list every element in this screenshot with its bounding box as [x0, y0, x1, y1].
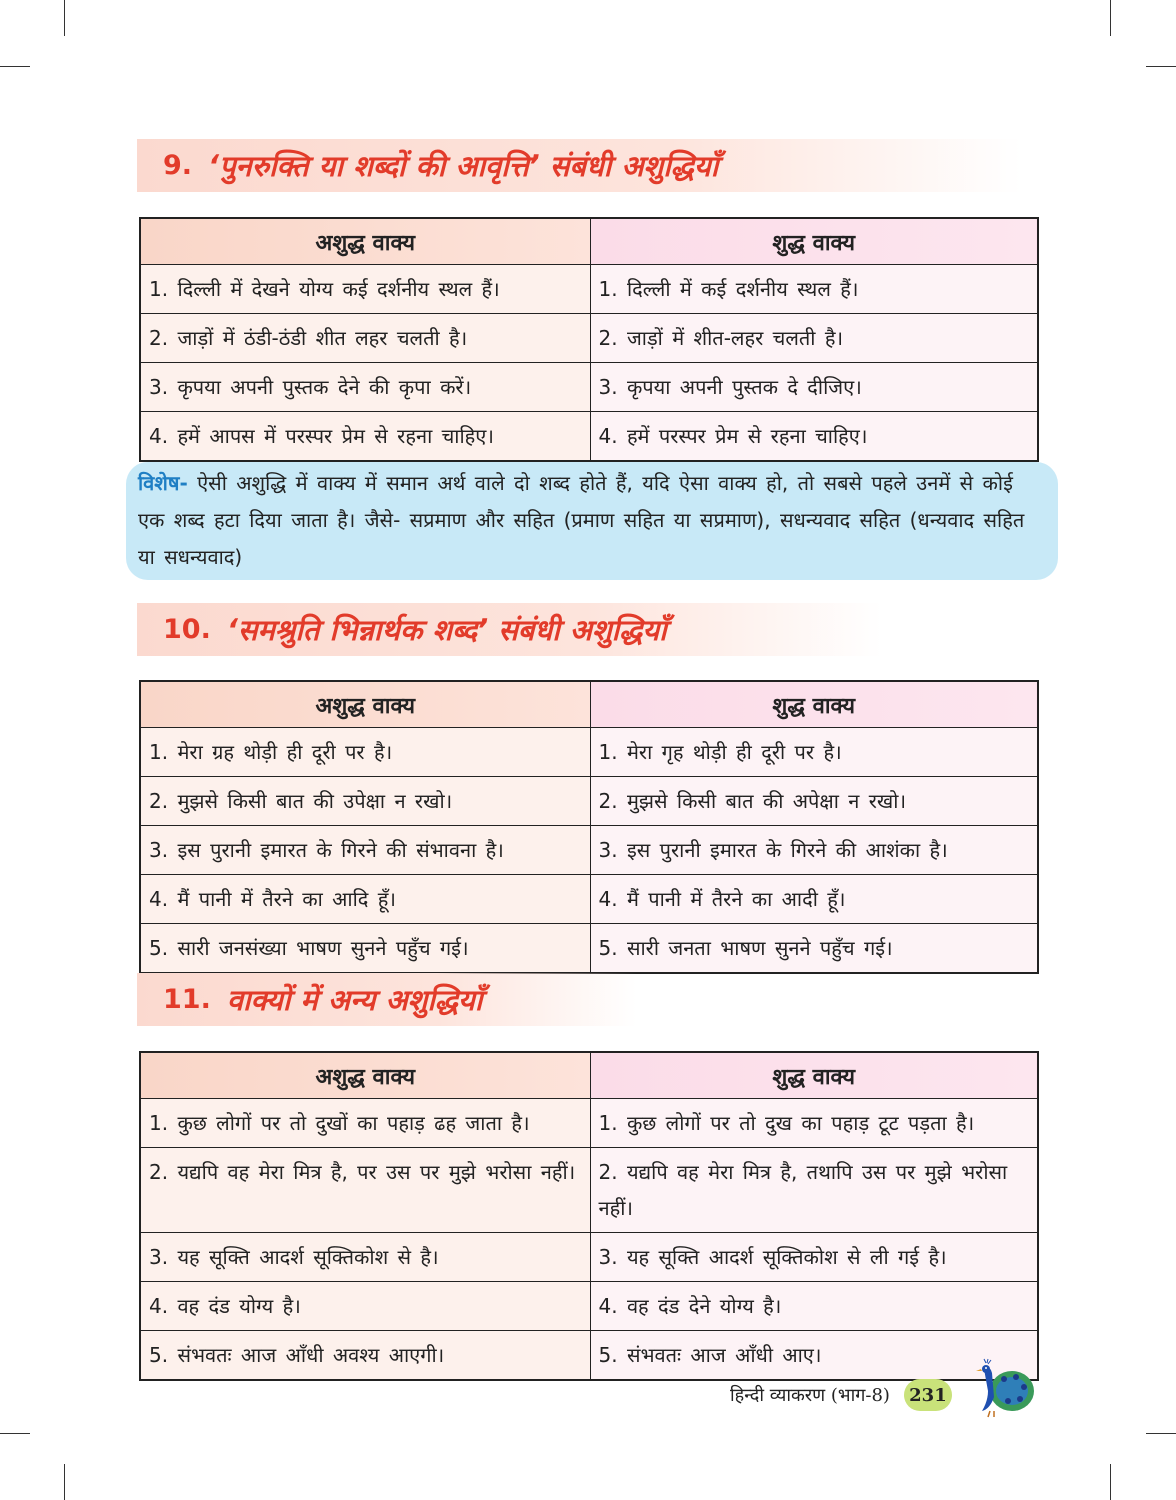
table-header-row — [140, 1052, 1038, 1099]
section-title: ‘समश्रुति भिन्नार्थक शब्द’ संबंधी अशुद्धियाँ — [226, 613, 667, 647]
incorrect-header: अशुद्ध वाक्य — [140, 1052, 590, 1099]
section-heading — [137, 973, 637, 1026]
correct-header: शुद्ध वाक्य — [590, 681, 1038, 728]
incorrect-cell: 3. इस पुरानी इमारत के गिरने की संभावना है। — [140, 826, 590, 875]
crop-mark — [64, 1464, 65, 1500]
crop-mark — [1110, 1464, 1111, 1500]
table-row — [140, 777, 1038, 826]
incorrect-cell: 5. सारी जनसंख्या भाषण सुनने पहुँच गई। — [140, 924, 590, 974]
table-header-row — [140, 681, 1038, 728]
table-row — [140, 728, 1038, 777]
incorrect-cell: 2. मुझसे किसी बात की उपेक्षा न रखो। — [140, 777, 590, 826]
section-number: 9. — [163, 150, 193, 181]
table-row — [140, 1331, 1038, 1381]
incorrect-cell: 2. जाड़ों में ठंडी-ठंडी शीत लहर चलती है। — [140, 314, 590, 363]
section-number: 11. — [163, 984, 211, 1015]
correct-cell: 3. यह सूक्ति आदर्श सूक्तिकोश से ली गई है। — [590, 1233, 1038, 1282]
crop-mark — [64, 0, 65, 36]
table-row — [140, 412, 1038, 462]
correct-cell: 1. कुछ लोगों पर तो दुख का पहाड़ टूट पड़ता है। — [590, 1099, 1038, 1148]
correct-header: शुद्ध वाक्य — [590, 218, 1038, 265]
correct-cell: 4. वह दंड देने योग्य है। — [590, 1282, 1038, 1331]
section-title: ‘पुनरुक्ति या शब्दों की आवृत्ति’ संबंधी अशुद्धियाँ — [208, 149, 719, 183]
correct-cell: 2. जाड़ों में शीत-लहर चलती है। — [590, 314, 1038, 363]
incorrect-header: अशुद्ध वाक्य — [140, 681, 590, 728]
incorrect-cell: 3. यह सूक्ति आदर्श सूक्तिकोश से है। — [140, 1233, 590, 1282]
incorrect-cell: 3. कृपया अपनी पुस्तक देने की कृपा करें। — [140, 363, 590, 412]
correction-table — [139, 680, 1039, 974]
table-row — [140, 1233, 1038, 1282]
crop-mark — [1146, 1433, 1176, 1434]
note-box — [126, 462, 1058, 580]
table-row — [140, 1148, 1038, 1233]
correction-table — [139, 1051, 1039, 1381]
correct-cell: 4. हमें परस्पर प्रेम से रहना चाहिए। — [590, 412, 1038, 462]
page-footer — [730, 1375, 952, 1415]
incorrect-cell: 4. वह दंड योग्य है। — [140, 1282, 590, 1331]
table-row — [140, 265, 1038, 314]
note-label: विशेष- — [138, 471, 188, 495]
section-title: वाक्यों में अन्य अशुद्धियाँ — [226, 983, 483, 1017]
table-row — [140, 1099, 1038, 1148]
incorrect-header: अशुद्ध वाक्य — [140, 218, 590, 265]
correct-cell: 2. मुझसे किसी बात की अपेक्षा न रखो। — [590, 777, 1038, 826]
crop-mark — [1146, 66, 1176, 67]
crop-mark — [0, 1433, 30, 1434]
correct-header: शुद्ध वाक्य — [590, 1052, 1038, 1099]
page-number: 231 — [904, 1379, 952, 1411]
table-row — [140, 924, 1038, 974]
table-row — [140, 1282, 1038, 1331]
crop-mark — [0, 66, 30, 67]
section-heading — [137, 603, 882, 656]
correct-cell: 1. दिल्ली में कई दर्शनीय स्थल हैं। — [590, 265, 1038, 314]
note-text: ऐसी अशुद्धि में वाक्य में समान अर्थ वाले दो शब्द होते हैं, यदि ऐसा वाक्य हो, तो सबसे पहले उनमें से कोई एक शब्द हटा दिया जाता है। जैसे- सप्रमाण और सहित (प्रमाण सहित या सप्रमाण), सधन्यवाद सहित (धन्यवाद सहित या सधन्यवाद) — [138, 471, 1025, 569]
table-header-row — [140, 218, 1038, 265]
crop-mark — [1110, 0, 1111, 36]
correct-cell: 4. मैं पानी में तैरने का आदी हूँ। — [590, 875, 1038, 924]
table-row — [140, 875, 1038, 924]
correct-cell: 2. यद्यपि वह मेरा मित्र है, तथापि उस पर मुझे भरोसा नहीं। — [590, 1148, 1038, 1233]
incorrect-cell: 4. मैं पानी में तैरने का आदि हूँ। — [140, 875, 590, 924]
peacock-icon — [970, 1357, 1036, 1419]
correct-cell: 1. मेरा गृह थोड़ी ही दूरी पर है। — [590, 728, 1038, 777]
correct-cell: 5. संभवतः आज आँधी आए। — [590, 1331, 1038, 1381]
book-title: हिन्दी व्याकरण (भाग-8) — [730, 1385, 890, 1406]
incorrect-cell: 1. मेरा ग्रह थोड़ी ही दूरी पर है। — [140, 728, 590, 777]
section-number: 10. — [163, 614, 211, 645]
incorrect-cell: 4. हमें आपस में परस्पर प्रेम से रहना चाहिए। — [140, 412, 590, 462]
incorrect-cell: 5. संभवतः आज आँधी अवश्य आएगी। — [140, 1331, 590, 1381]
incorrect-cell: 1. कुछ लोगों पर तो दुखों का पहाड़ ढह जाता है। — [140, 1099, 590, 1148]
table-row — [140, 826, 1038, 875]
section-heading — [137, 139, 1022, 192]
incorrect-cell: 2. यद्यपि वह मेरा मित्र है, पर उस पर मुझे भरोसा नहीं। — [140, 1148, 590, 1233]
correct-cell: 3. इस पुरानी इमारत के गिरने की आशंका है। — [590, 826, 1038, 875]
correction-table — [139, 217, 1039, 462]
table-row — [140, 363, 1038, 412]
table-row — [140, 314, 1038, 363]
incorrect-cell: 1. दिल्ली में देखने योग्य कई दर्शनीय स्थल हैं। — [140, 265, 590, 314]
correct-cell: 3. कृपया अपनी पुस्तक दे दीजिए। — [590, 363, 1038, 412]
correct-cell: 5. सारी जनता भाषण सुनने पहुँच गई। — [590, 924, 1038, 974]
